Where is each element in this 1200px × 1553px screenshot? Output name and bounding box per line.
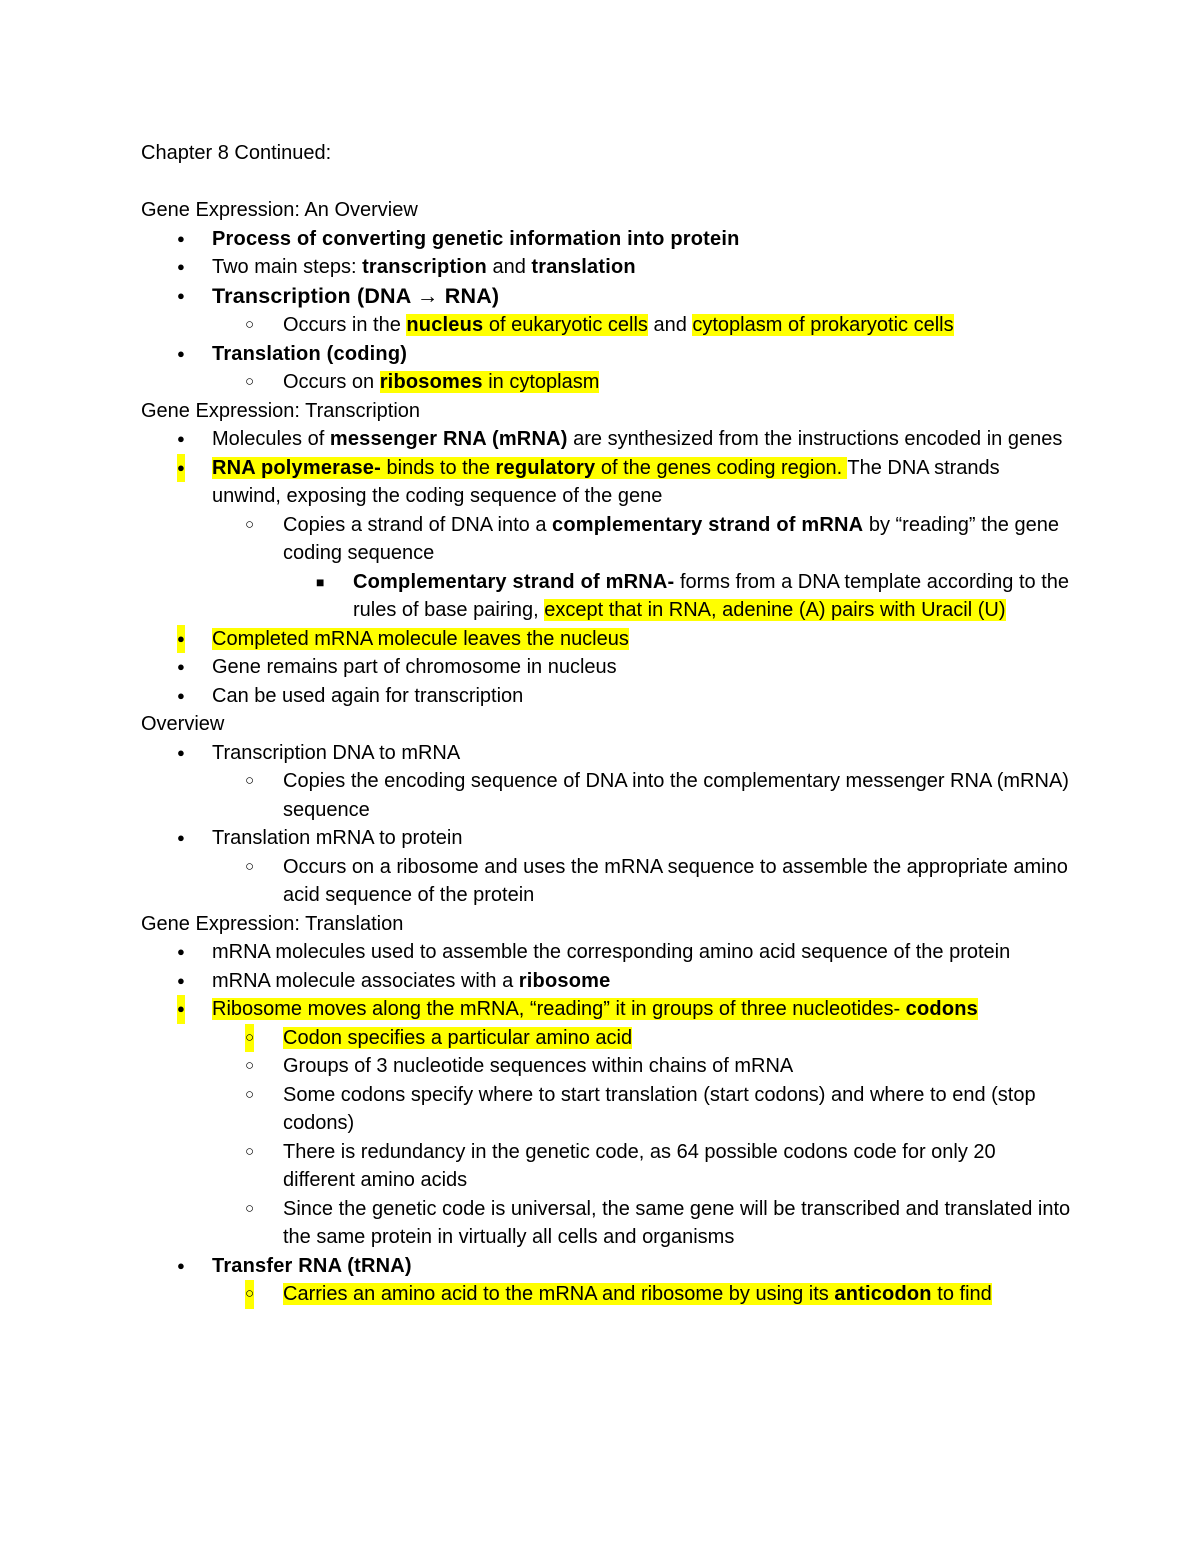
highlighted-text: cytoplasm of prokaryotic cells [692, 314, 954, 336]
text: Occurs on a ribosome and uses the mRNA sequence to assemble the appropriate amino acid sequence of the protein [283, 855, 1068, 906]
list-item [141, 454, 1071, 511]
text: are synthesized from the instructions encoded in genes [567, 428, 1063, 450]
bold-text: Process of converting genetic information into protein [212, 227, 740, 250]
text: Translation mRNA to protein [212, 827, 463, 849]
text: The DNA strands unwind, exposing the coding sequence of the gene [212, 456, 1000, 507]
text: Copies a strand of DNA into a [283, 513, 553, 536]
bold-text: translation [531, 256, 636, 278]
highlighted-text: Ribosome moves along the mRNA, “reading” it in groups of three nucleotides- [212, 998, 906, 1020]
list-item [141, 767, 1071, 824]
highlighted-bold-text: codons [905, 998, 978, 1020]
list-item [141, 340, 1071, 369]
list-item [141, 653, 1071, 682]
list-item [141, 1138, 1071, 1195]
text: Occurs in the [283, 314, 407, 336]
highlighted-text: of eukaryotic cells [483, 314, 648, 336]
bold-text: ribosome [518, 969, 611, 992]
list-item [141, 682, 1071, 711]
text: Occurs on [283, 371, 380, 393]
list-item [141, 1195, 1071, 1252]
text: Can be used again for transcription [212, 684, 524, 707]
highlighted-text: except that in RNA, adenine (A) pairs with Uracil (U) [544, 599, 1006, 621]
text: and [486, 256, 532, 278]
list-item [141, 282, 1071, 312]
highlighted-text: of the genes coding region. [595, 456, 848, 479]
section-heading-overview: Gene Expression: An Overview [141, 199, 418, 221]
list-item [141, 568, 1071, 625]
list-item [141, 967, 1071, 996]
highlighted-text: Codon specifies a particular amino acid [283, 1026, 633, 1049]
list-item [141, 995, 1071, 1024]
bullet-list [141, 938, 1071, 1309]
highlighted-text: Completed mRNA molecule leaves the nucleus [212, 627, 629, 650]
highlighted-bold-text: RNA polymerase- [212, 456, 381, 479]
text: Copies the encoding sequence of DNA into the complementary messenger RNA (mRNA) sequence [283, 770, 1069, 821]
text: Molecules of [212, 428, 330, 450]
highlighted-bold-text: nucleus [406, 314, 484, 336]
list-item [141, 625, 1071, 654]
bullet-list [141, 225, 1071, 397]
bold-text: Complementary strand of mRNA- [353, 570, 675, 593]
bold-text: Transfer RNA (tRNA) [212, 1254, 412, 1277]
text: Two main steps: [212, 256, 363, 278]
list-item [141, 225, 1071, 254]
bold-text: complementary strand of mRNA [552, 513, 864, 536]
text: Transcription DNA to mRNA [212, 741, 461, 764]
list-item [141, 824, 1071, 853]
list-item [141, 1081, 1071, 1138]
text: Since the genetic code is universal, the same gene will be transcribed and translated into the same protein in virtually all cells and organisms [283, 1197, 1071, 1248]
text: Gene remains part of chromosome in nucleus [212, 656, 617, 678]
text: by “reading” the gene coding sequence [283, 513, 1059, 564]
list-item [141, 253, 1071, 282]
bullet-list [141, 739, 1071, 910]
highlighted-text: to find [931, 1283, 992, 1305]
text: mRNA molecule associates with a [212, 969, 519, 992]
list-item [141, 368, 1071, 397]
text: Groups of 3 nucleotide sequences within chains of mRNA [283, 1055, 794, 1077]
highlighted-text: Carries an amino acid to the mRNA and ribosome by using its [283, 1283, 835, 1305]
text: and [647, 314, 693, 336]
bullet-list [141, 425, 1071, 710]
list-item [141, 853, 1071, 910]
list-item [141, 425, 1071, 454]
list-item [141, 1052, 1071, 1081]
highlighted-bold-text: regulatory [495, 456, 596, 479]
bold-text: Translation (coding) [212, 342, 408, 365]
highlighted-bold-text: anticodon [834, 1283, 932, 1305]
highlighted-text: binds to the [380, 456, 496, 479]
bold-text: transcription [362, 256, 487, 278]
section-heading-transcription: Gene Expression: Transcription [141, 399, 421, 422]
bold-text: Transcription (DNA → RNA) [212, 283, 500, 308]
text: Some codons specify where to start translation (start codons) and where to end (stop codons) [283, 1083, 1036, 1134]
section-heading-translation: Gene Expression: Translation [141, 912, 404, 935]
list-item [141, 511, 1071, 568]
document-title: Chapter 8 Continued: [141, 142, 332, 164]
highlighted-text: in cytoplasm [482, 371, 600, 393]
list-item [141, 739, 1071, 768]
section-heading-summary: Overview [141, 713, 225, 735]
list-item [141, 938, 1071, 967]
list-item [141, 1252, 1071, 1281]
list-item [141, 1280, 1071, 1309]
text: mRNA molecules used to assemble the corresponding amino acid sequence of the protein [212, 941, 1011, 963]
highlighted-bold-text: ribosomes [379, 371, 483, 393]
text: There is redundancy in the genetic code, as 64 possible codons code for only 20 different amino acids [283, 1140, 996, 1191]
text: forms from a DNA template according to the rules of base pairing, [353, 570, 1070, 621]
bold-text: messenger RNA (mRNA) [329, 428, 568, 450]
blank-line [141, 168, 1071, 197]
list-item [141, 311, 1071, 340]
document-body [141, 139, 1071, 1309]
list-item [141, 1024, 1071, 1053]
